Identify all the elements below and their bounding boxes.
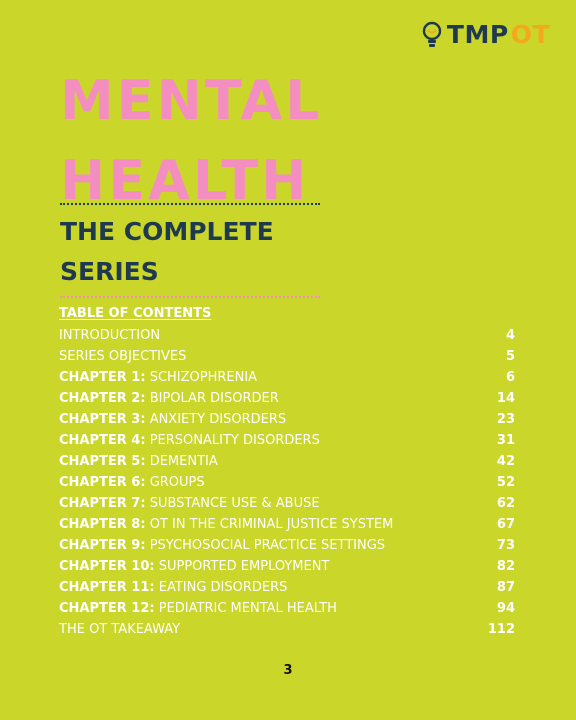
toc-chapter-number: CHAPTER 12: — [59, 601, 155, 616]
toc-entry — [59, 535, 515, 556]
table-of-contents — [59, 325, 515, 640]
toc-chapter-number: CHAPTER 8: — [59, 517, 146, 532]
toc-entry-label — [59, 454, 218, 469]
toc-heading: TABLE OF CONTENTS — [59, 306, 212, 321]
toc-entry-title: EATING DISORDERS — [158, 580, 288, 595]
toc-entry-title: GROUPS — [149, 475, 205, 490]
toc-chapter-number: CHAPTER 6: — [59, 475, 146, 490]
toc-chapter-number: CHAPTER 9: — [59, 538, 146, 553]
toc-entry-title: PSYCHOSOCIAL PRACTICE SETTINGS — [149, 538, 386, 553]
toc-entry — [59, 577, 515, 598]
toc-entry — [59, 367, 515, 388]
toc-entry-label — [59, 349, 186, 364]
toc-entry-page: 87 — [496, 580, 515, 595]
title-line-2: HEALTH — [60, 149, 310, 212]
toc-entry — [59, 409, 515, 430]
toc-entry-label — [59, 475, 205, 490]
toc-entry-title: SCHIZOPHRENIA — [149, 370, 258, 385]
subtitle-line-2: SERIES — [60, 257, 159, 286]
toc-chapter-number: CHAPTER 7: — [59, 496, 146, 511]
toc-entry-title: THE OT TAKEAWAY — [59, 622, 181, 637]
toc-chapter-number: CHAPTER 10: — [59, 559, 155, 574]
toc-entry-page: 52 — [496, 475, 515, 490]
toc-entry — [59, 598, 515, 619]
subtitle-line-1: THE COMPLETE — [60, 217, 274, 246]
lightbulb-icon — [420, 21, 444, 49]
toc-entry — [59, 619, 515, 640]
toc-entry — [59, 472, 515, 493]
toc-entry-label — [59, 370, 257, 385]
toc-entry-label — [59, 517, 393, 532]
toc-entry-title: SUBSTANCE USE & ABUSE — [149, 496, 320, 511]
brand-logo — [420, 20, 550, 49]
toc-entry-page: 4 — [505, 328, 515, 343]
toc-entry-title: INTRODUCTION — [59, 328, 161, 343]
toc-entry-page: 82 — [496, 559, 515, 574]
toc-entry-label — [59, 328, 160, 343]
logo-text-tmp: TMP — [446, 20, 509, 49]
title-line-1: MENTAL — [60, 69, 323, 132]
toc-entry-page: 67 — [496, 517, 515, 532]
toc-entry-page: 14 — [496, 391, 515, 406]
toc-entry-label — [59, 601, 337, 616]
toc-entry-title: PERSONALITY DISORDERS — [149, 433, 320, 448]
toc-chapter-number: CHAPTER 1: — [59, 370, 146, 385]
toc-entry-page: 62 — [496, 496, 515, 511]
toc-entry-page: 6 — [505, 370, 515, 385]
toc-entry-page: 94 — [496, 601, 515, 616]
toc-entry — [59, 430, 515, 451]
toc-chapter-number: CHAPTER 11: — [59, 580, 155, 595]
dotted-divider-navy — [60, 203, 320, 205]
toc-entry-label — [59, 580, 287, 595]
toc-chapter-number: CHAPTER 3: — [59, 412, 146, 427]
toc-entry — [59, 514, 515, 535]
toc-entry — [59, 493, 515, 514]
document-subtitle — [60, 212, 274, 292]
document-title — [60, 61, 323, 221]
toc-entry-page: 73 — [496, 538, 515, 553]
toc-entry-label — [59, 538, 385, 553]
toc-entry — [59, 556, 515, 577]
toc-chapter-number: CHAPTER 2: — [59, 391, 146, 406]
toc-entry — [59, 388, 515, 409]
toc-entry-page: 23 — [496, 412, 515, 427]
logo-text-ot: OT — [510, 20, 550, 49]
toc-entry-title: DEMENTIA — [149, 454, 218, 469]
toc-entry — [59, 451, 515, 472]
toc-entry-title: OT IN THE CRIMINAL JUSTICE SYSTEM — [149, 517, 394, 532]
toc-entry-page: 5 — [505, 349, 515, 364]
toc-entry — [59, 325, 515, 346]
toc-entry-title: SERIES OBJECTIVES — [59, 349, 187, 364]
toc-entry-label — [59, 559, 329, 574]
toc-chapter-number: CHAPTER 5: — [59, 454, 146, 469]
toc-entry-page: 112 — [487, 622, 515, 637]
toc-entry-title: BIPOLAR DISORDER — [149, 391, 279, 406]
toc-entry-label — [59, 391, 279, 406]
toc-entry-label — [59, 622, 180, 637]
toc-chapter-number: CHAPTER 4: — [59, 433, 146, 448]
toc-entry-page: 31 — [496, 433, 515, 448]
toc-entry-title: SUPPORTED EMPLOYMENT — [158, 559, 330, 574]
toc-entry-title: PEDIATRIC MENTAL HEALTH — [158, 601, 337, 616]
toc-entry-page: 42 — [496, 454, 515, 469]
toc-entry — [59, 346, 515, 367]
page-number: 3 — [283, 663, 293, 678]
toc-entry-label — [59, 496, 320, 511]
toc-entry-title: ANXIETY DISORDERS — [149, 412, 287, 427]
dotted-divider-pink — [60, 296, 320, 298]
toc-entry-label — [59, 433, 320, 448]
toc-entry-label — [59, 412, 286, 427]
